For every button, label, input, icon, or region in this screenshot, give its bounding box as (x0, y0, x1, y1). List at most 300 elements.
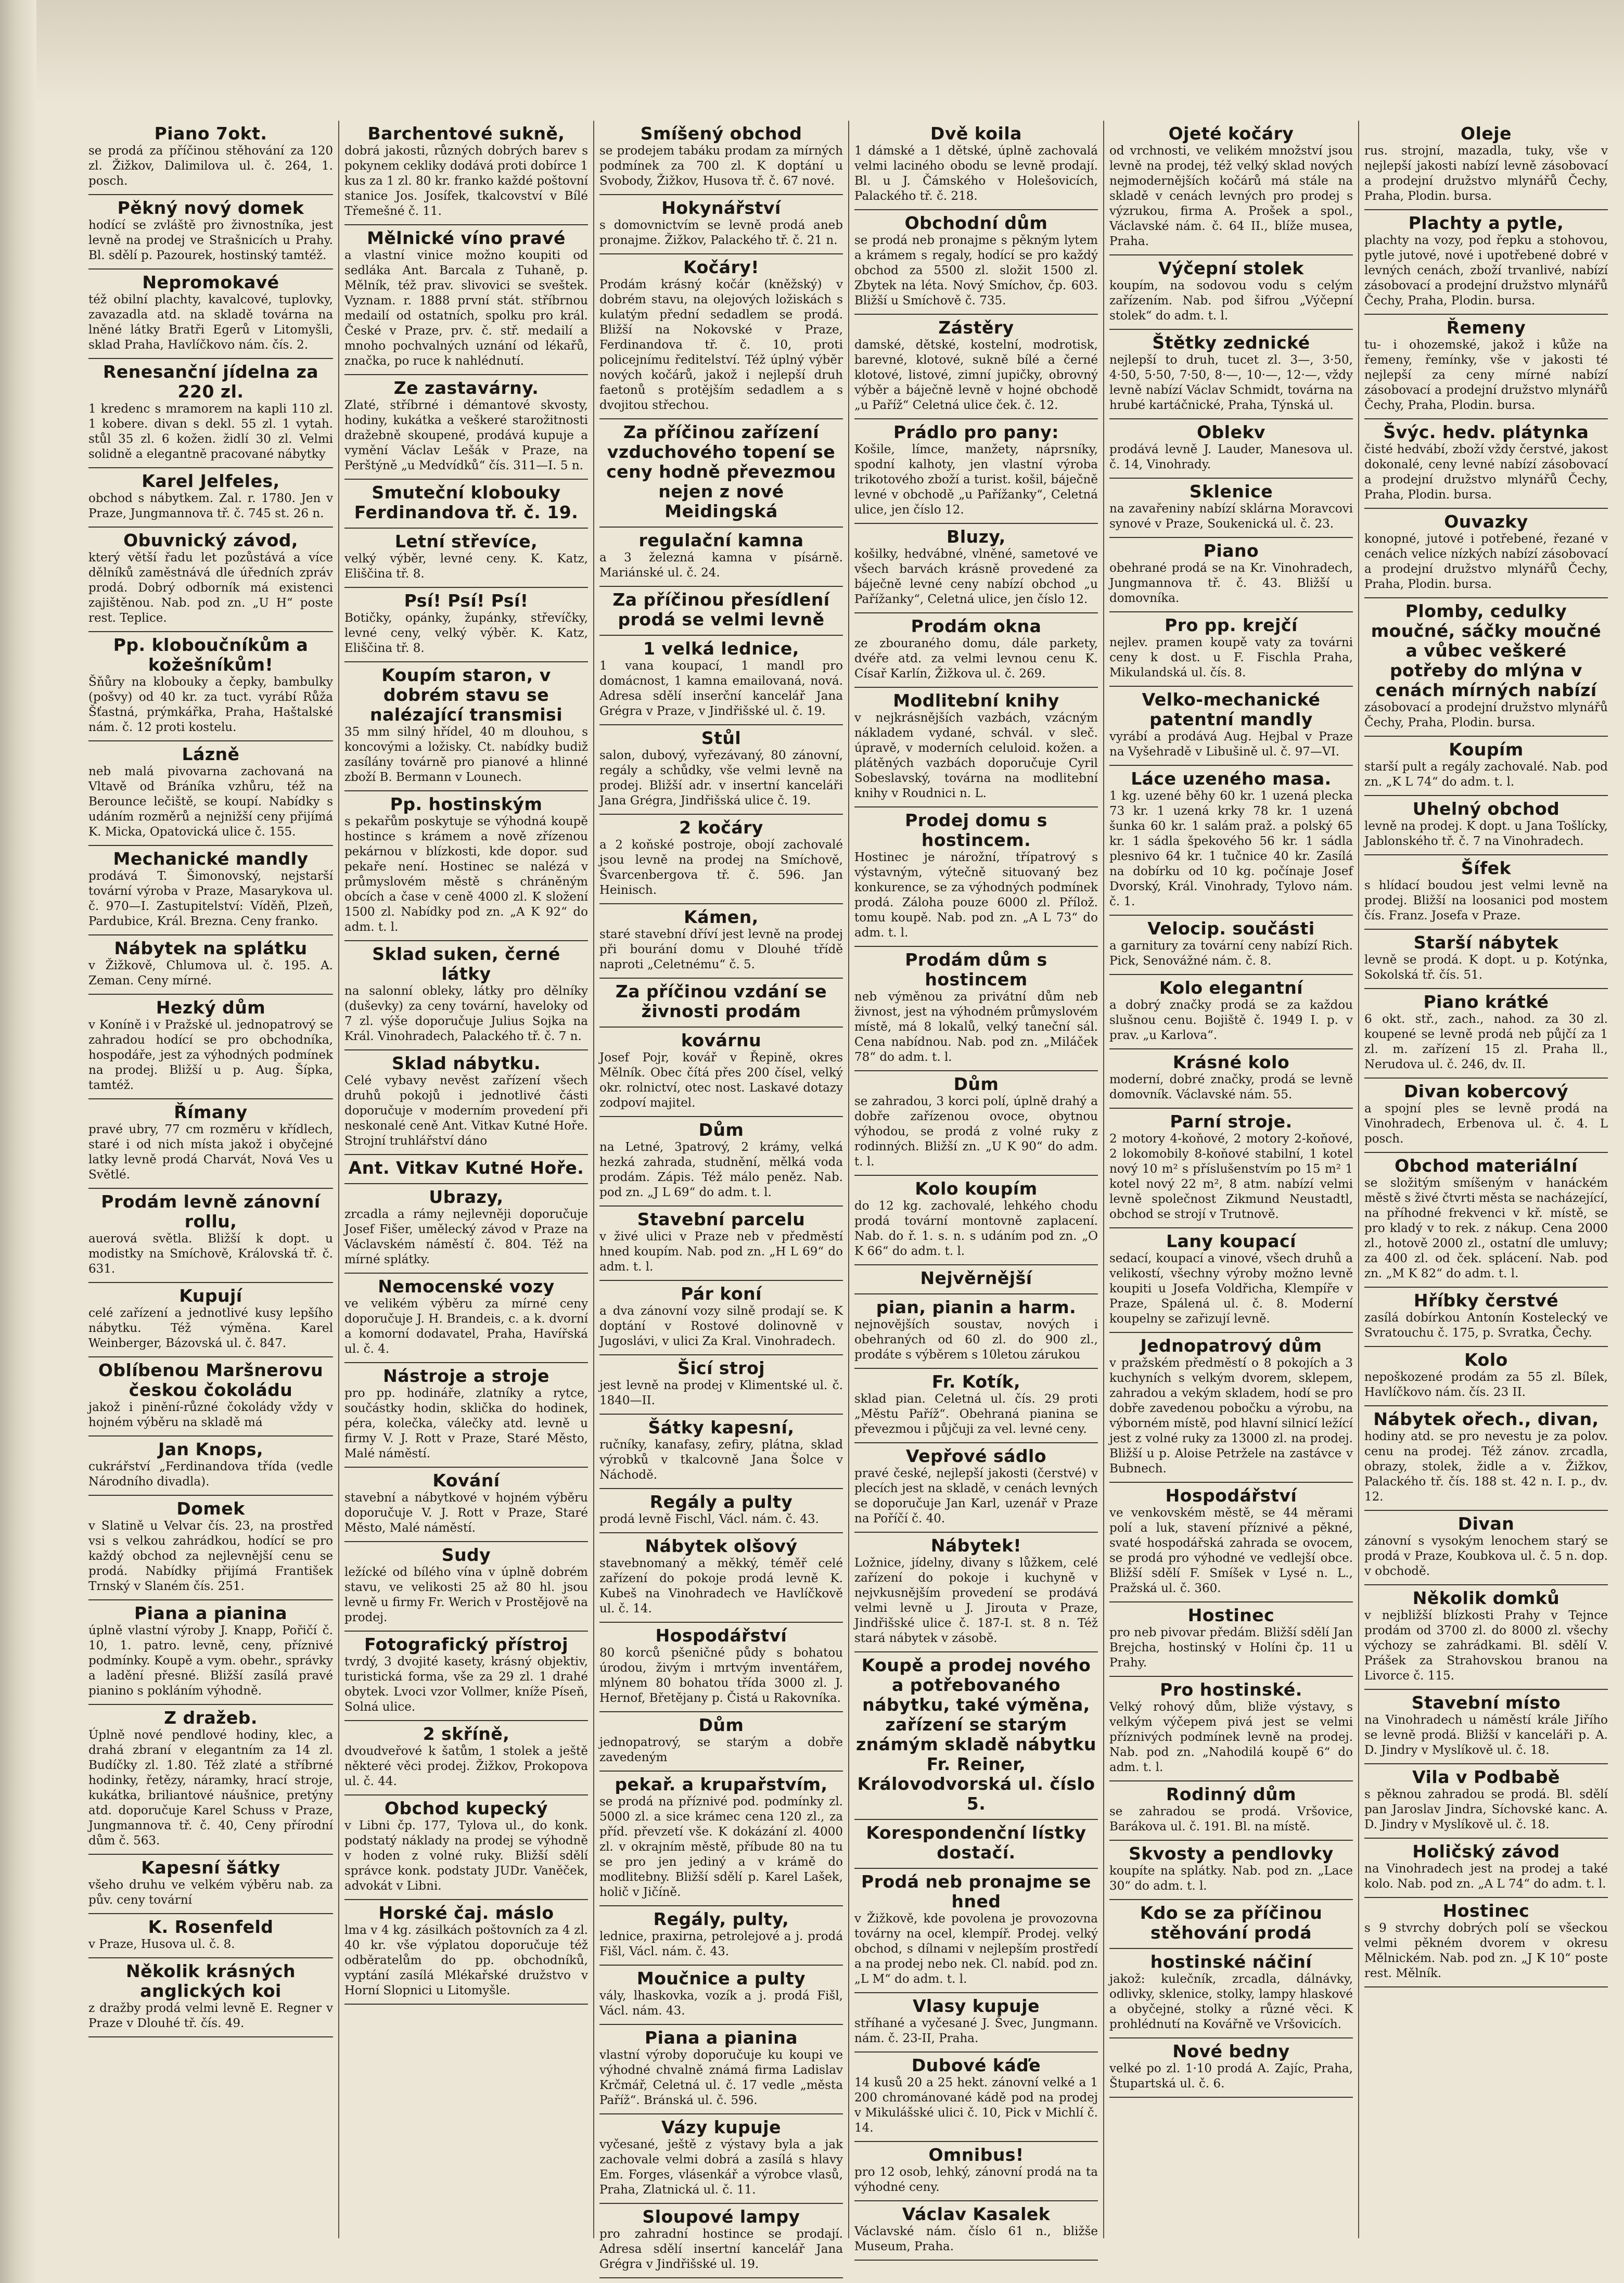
ad-body: velký výběr, levné ceny. K. Katz, Eliščina tř. 8. (344, 552, 588, 581)
ad-heading: Několik domků (1412, 1588, 1560, 1608)
ad-body: 35 mm silný hřídel, 40 m dlouhou, s koncovými a ložisky. Ct. nabídky budiž zasílány továrně pro pianové a hlinné zboží B. Bermann v Lounech. (344, 725, 588, 784)
ad-body: Košile, límce, manžety, náprsníky, spodní kalhoty, jen vlastní výroba trikotového zboží a turist. košil, báječně levné v obchodě „u Pařížanky“, Celetná ulice, jen číslo 12. (854, 443, 1098, 517)
classified-ad (88, 741, 333, 846)
ad-heading: Koupím staron, v dobrém stavu se nalézající transmisi (369, 665, 563, 725)
classified-ad (344, 225, 588, 375)
classified-ad (1364, 210, 1608, 315)
ad-body: auerová světla. Bližší k dopt. u modistky na Smíchově, Královská tř. č. 631. (88, 1232, 333, 1276)
classified-ad (1364, 737, 1608, 796)
ad-heading: Velocip. součásti (1147, 918, 1315, 939)
classified-ad (1109, 1228, 1353, 1333)
classified-ad (1109, 479, 1353, 538)
ad-heading: Jan Knops, (158, 1439, 264, 1459)
ad-heading: Kupují (179, 1286, 242, 1306)
ad-body: celé zařízení a jednotlivé kusy lepšího nábytku. Též výměna. Karel Weinberger, Bázovská ul. č. 847. (88, 1306, 333, 1350)
ad-heading: Kdo se za příčinou stěhování prodá (1140, 1903, 1323, 1943)
ad-body: jednopatrový, se starým a dobře zavedeným (599, 1736, 843, 1764)
classified-ad (1109, 121, 1353, 255)
classified-ad (344, 1721, 588, 1795)
ad-column (83, 121, 338, 2238)
ad-body: obchod s nábytkem. Zal. r. 1780. Jen v Praze, Jungmannova tř. č. 745 st. 26 n. (88, 492, 333, 520)
ad-heading: Bluzy, (947, 527, 1006, 547)
ad-body: a 2 koňské postroje, obojí zachovalé jsou levně na prodej na Smíchově, Švarcenbergova tř. č. 596. Jan Heinisch. (599, 838, 843, 897)
ad-body: dvoudveřové k šatům, 1 stolek a ještě některé věci prodej. Žižkov, Prokopova ul. č. 44. (344, 1745, 588, 1788)
ad-heading: Prodej domu s hostincem. (905, 810, 1047, 850)
ad-heading: Renesanční jídelna za 220 zl. (103, 362, 319, 402)
classified-ad (854, 1652, 1098, 1820)
ad-heading: Vlasy kupuje (912, 1996, 1040, 2016)
ad-body: konopné, jutové i potřebené, řezané v cenách velice nízkých nabízí zásobovací a prodejní družstvo mlynářů Čechy, Praha, Plodin. bursa. (1364, 532, 1608, 591)
ad-heading: Nepromokavé (142, 272, 279, 292)
classified-ad (854, 1533, 1098, 1652)
classified-ad (854, 1443, 1098, 1533)
ad-body: pro neb pivovar předám. Bližší sdělí Jan Brejcha, hostinský v Holíni čp. 11 u Prahy. (1109, 1626, 1353, 1670)
ad-heading: Šátky kapesní, (648, 1417, 795, 1438)
ad-heading: Velko-mechanické patentní mandly (1142, 689, 1321, 729)
ad-heading: Hostinec (1442, 1901, 1530, 1921)
classified-ad (854, 2142, 1098, 2201)
ad-heading: Mělnické víno pravé (367, 228, 566, 248)
ad-heading: Hokynářství (661, 198, 781, 218)
ad-heading: Koupím (1449, 739, 1524, 760)
ad-body: pravé ubry, 77 cm rozměru v křídlech, staré i od nich místa jakož i obyčejné latky levně prodá Charvát, Nová Ves u Světlé. (88, 1123, 333, 1182)
ad-heading: Psí! Psí! Psí! (404, 591, 529, 611)
ad-heading: Prodá neb pronajme se hned (861, 1871, 1091, 1912)
ad-heading: Dům (698, 1715, 744, 1735)
classified-ad (88, 121, 333, 195)
classified-ad (1109, 419, 1353, 479)
ad-heading: Holičský závod (1412, 1841, 1560, 1862)
ad-body: s pěknou zahradou se prodá. Bl. sdělí pan Jaroslav Jindra, Síchovské kanc. A. D. Jindry v Myslíkově ul. č. 18. (1364, 1788, 1608, 1831)
classified-ad (1364, 1079, 1608, 1153)
classified-ad (599, 636, 843, 725)
classified-ad (1109, 1109, 1353, 1228)
ad-body: nejlepší to druh, tucet zl. 3—, 3·50, 4·50, 5·50, 7·50, 8·—, 10·—, 12·—, vždy levně nabízí Václav Schmidt, továrna na hrubé kartáčnické, Praha, Týnská ul. (1109, 353, 1353, 412)
classified-ad (88, 1496, 333, 1600)
ad-heading: Smíšený obchod (640, 123, 802, 144)
classified-ad (88, 359, 333, 468)
ad-body: v Žižkově, kde povolena je provozovna továrny na ocel, klempíř. Prodej. velký obchod, s dílnami v nejlepším prostředí a na prodej nebo nek. Cl. nabíd. pod zn. „L M“ do adm. t. l. (854, 1912, 1098, 1986)
ad-body: koupím, na sodovou vodu s celým zařízením. Nab. pod šifrou „Výčepní stolek“ do adm. t. l. (1109, 279, 1353, 323)
ad-body: v Praze, Husova ul. č. 8. (88, 1938, 235, 1951)
ad-heading: Kámen, (684, 907, 759, 927)
ad-heading: Prádlo pro pany: (893, 422, 1059, 442)
classified-ad (854, 2053, 1098, 2142)
ad-heading: Vázy kupuje (661, 2117, 781, 2137)
ad-column (848, 121, 1103, 2253)
ad-heading: Krásné kolo (1172, 1052, 1290, 1072)
ad-heading: Řemeny (1446, 317, 1526, 338)
classified-ad (1109, 1483, 1353, 1602)
ad-heading: Barchentové sukně, (367, 123, 565, 144)
ad-body: sedací, koupací a vinové, všech druhů a velikostí, všechny výroby možno levně koupiti u Josefa Voldřicha, Klempíře v Praze, Spálená ul. č. 8. Moderní koupelny se zařizují levně. (1109, 1252, 1353, 1326)
classified-ad (1109, 330, 1353, 419)
classified-ad (1364, 1764, 1608, 1839)
ad-body: obehrané prodá se na Kr. Vinohradech, Jungmannova tř. č. 43. Bližší u domovníka. (1109, 561, 1353, 605)
ad-heading: Koupě a prodej nového a potřebovaného nábytku, také výměna, zařízení se starým známým skladě nábytku Fr. Reiner, Královodvorská ul. číslo 5. (855, 1655, 1096, 1814)
ad-body: s domovnictvím se levně prodá aneb pronajme. Žižkov, Palackého tř. č. 21 n. (599, 219, 843, 247)
ad-heading: Ze zastavárny. (393, 378, 539, 398)
classified-ad (344, 1795, 588, 1900)
ad-heading: Nové bedny (1172, 2041, 1290, 2061)
ad-body: 6 okt. stř., zach., nahod. za 30 zl. koupené se levně prodá neb půjčí za 1 zl. m. zařízení 15 zl. Praha ll., Nerudova ul. č. 246, dv. II. (1364, 1012, 1608, 1071)
ad-heading: Oblíbenou Maršnerovu českou čokoládu (98, 1360, 324, 1400)
classified-ad (1109, 538, 1353, 612)
ad-heading: Prodám dům s hostincem (905, 950, 1047, 990)
classified-ad (1109, 1677, 1353, 1781)
ad-heading: Kolo (1464, 1350, 1508, 1370)
ad-body: levně na prodej. K dopt. u Jana Tošlícky, Jablonského tř. č. 7 na Vinohradech. (1364, 819, 1608, 848)
ad-heading: Skvosty a pendlovky (1129, 1843, 1334, 1864)
ad-body: Josef Pojr, kovář v Řepině, okres Mělník. Obec čítá přes 200 čísel, velký okr. rolnictví, otec nost. Laskavé dotazy zodpoví majitel. (599, 1051, 843, 1110)
ad-body: salon, dubový, vyřezávaný, 80 zánovní, regály a schůdky, vše velmi levně na prodej. Bližší adr. v insertní kanceláři Jana Grégra, Jindřišská ulice č. 19. (599, 749, 843, 807)
ad-body: dobrá jakosti, různých dobrých barev s pokynem cekliky dodává proti dobírce 1 kus za 1 zl. 80 kr. franko každé poštovní stanice Jos. Josífek, tkalcovství v Bílé Třemešné č. 11. (344, 144, 588, 218)
classified-ad (599, 419, 843, 528)
ad-body: Šňůry na klobouky a čepky, bambulky (pošvy) od 40 kr. za tuct. vyrábí Růža Šťastná, prýmkářka, Praha, Haštalské nám. č. 12 proti kostelu. (88, 675, 333, 734)
ad-body: jest levně na prodej v Klimentské ul. č. 1840—II. (599, 1379, 843, 1407)
classified-ad (88, 468, 333, 528)
classified-ad (88, 1283, 333, 1357)
ad-heading: Hospodářství (655, 1625, 787, 1646)
ad-heading: regulační kamna (638, 530, 804, 550)
classified-ad (1364, 855, 1608, 930)
ad-body: též obilní plachty, kavalcové, tuplovky, zavazadla atd. na skladě továrna na lněné látky Bratři Egerů v Litomyšli, sklad Praha, Havlíčkovo nám. čís. 2. (88, 293, 333, 352)
ad-body: pro pp. hodináře, zlatníky a rytce, součástky hodin, sklička do hodinek, péra, kolečka, válečky atd. levně u firmy V. J. Rott v Praze, Staré Město, Malé náměstí. (344, 1387, 588, 1460)
ad-body: vyčesané, ještě z výstavy byla a jak zachovale velmi dobrá a zasílá s hlavy Em. Forges, vlásenkář a výrobce vlasů, Praha, Zlatnická ul. č. 11. (599, 2138, 843, 2197)
ad-body: Botičky, opánky, župánky, střevíčky, levné ceny, velký výběr. K. Katz, Eliščina tř. 8. (344, 611, 588, 655)
ad-heading: Nábytek olšový (645, 1536, 798, 1556)
ad-body: pro 12 osob, lehký, zánovní prodá na ta výhodné ceny. (854, 2165, 1098, 2194)
ad-body: v Slatině u Velvar čís. 23, na prostřed vsi s velkou zahrádkou, hodící se pro každý obchod za nejlevnější cenu se prodá. Nabídky přijímá František Trnský v Slaném čís. 251. (88, 1519, 333, 1593)
ad-heading: Vepřové sádlo (905, 1446, 1047, 1466)
classified-ad (344, 529, 588, 588)
classified-ad (88, 195, 333, 270)
ad-body: cukrářství „Ferdinandova třída (vedle Národního divadla). (88, 1460, 333, 1489)
classified-ad (1364, 1288, 1608, 1347)
ad-heading: Sloupové lampy (642, 2207, 800, 2227)
classified-ad (1364, 419, 1608, 509)
ad-body: ze zbouraného domu, dále parkety, dvéře atd. za velmi levnou cenu K. Císař Karlín, Žižkova ul. č. 269. (854, 637, 1098, 681)
classified-ad (1109, 1949, 1353, 2038)
ad-column (593, 121, 848, 2271)
ad-body: neb výměnou za privátní dům neb živnost, jest na výhodném průmyslovém místě, má 8 lokalů, velký taneční sál. Cena nabídnou. Nab. pod zn. „Miláček 78“ do adm. t. l. (854, 990, 1098, 1064)
ad-heading: Nejvěrnější (920, 1268, 1032, 1288)
ad-body: který větší řadu let pozůstává a více dělníků zaměstnává dle úředních zpráv prodá. Dobrý odborník má existenci zajištěnou. Nab. pod zn. „U H“ poste rest. Teplice. (88, 551, 333, 625)
ad-body: ve velikém výběru za mírné ceny doporučuje J. H. Brandeis, c. a k. dvorní a komorní dodavatel, Praha, Havířská ul. č. 4. (344, 1297, 588, 1356)
ad-body: pravé české, nejlepší jakosti (čerstvé) v plecích jest na skladě, v cenách levných se doporučuje Jan Karl, uzenář v Praze na Poříčí č. 40. (854, 1467, 1098, 1525)
classified-ad (599, 1966, 843, 2025)
ad-body: staré stavební dříví jest levně na prodej při bourání domu v Dlouhé třídě naproti „Celetnému“ č. 5. (599, 928, 843, 971)
classified-ad (88, 528, 333, 632)
ad-heading: Divan kobercový (1403, 1081, 1569, 1101)
ad-heading: Sudy (441, 1545, 491, 1565)
ad-body: vály, lhaskovka, vozík a j. prodá Fišl, Václ. nám. 43. (599, 1989, 843, 2018)
classified-ad (88, 1705, 333, 1855)
classified-ad (599, 1623, 843, 1712)
classified-ad (599, 1533, 843, 1623)
ad-heading: Dvě koila (930, 123, 1022, 144)
classified-ad (599, 2114, 843, 2204)
ad-body: Úplně nové pendlové hodiny, klec, a drahá zbraní v elegantním za 14 zl. Budíčky zl. 1.80. Též zlaté a stříbrné hodinky, řetězy, náramky, hrací stroje, kukátka, briliantové náušnice, pretýny atd. doporučuje Karel Schuss v Praze, Jungmannova tř. č. 40, Ceny přírodní dům č. 563. (88, 1728, 333, 1848)
ad-heading: Karel Jelfeles, (142, 471, 280, 491)
classified-ad (599, 121, 843, 195)
ad-heading: Za příčinou přesídlení prodá se velmi levně (612, 589, 830, 630)
ad-heading: Letní střevíce, (394, 531, 538, 551)
ad-heading: Ubrazy, (429, 1187, 504, 1207)
ad-heading: Regály, pulty, (653, 1909, 789, 1929)
ad-heading: Jednopatrový dům (1140, 1336, 1322, 1356)
classified-ad (344, 1363, 588, 1468)
classified-ad (854, 1071, 1098, 1176)
ad-body: 1 kg. uzené běhy 60 kr. 1 uzená plecka 73 kr. 1 uzená krky 78 kr. 1 uzená šunka 60 kr. 1 salám praž. a polský 65 kr. 1 sádla špekového 56 kr. 1 sádla plesnivo 64 kr. 1 tučnice 40 kr. Zasílá na dobírku od 10 kg. počínaje Josef Dvorský, Král. Vinohrady, Tylovo nám. č. 1. (1109, 789, 1353, 908)
ad-heading: Pár koní (681, 1284, 762, 1304)
ad-heading: Ant. Vitkav Kutné Hoře. (348, 1158, 584, 1178)
classified-ad (1109, 1781, 1353, 1841)
classified-ad (344, 941, 588, 1050)
classified-ad (854, 419, 1098, 524)
ad-body: a spojní ples se levně prodá na Vinohradech, Erbenova ul. č. 4. L posch. (1364, 1102, 1608, 1146)
ad-heading: Ojeté kočáry (1168, 123, 1294, 144)
ad-heading: Stavební parcelu (637, 1209, 805, 1229)
classified-columns (83, 121, 1613, 2271)
classified-ad (854, 524, 1098, 613)
ad-heading: Obchod kupecký (385, 1798, 548, 1818)
ad-heading: Parní stroje. (1170, 1111, 1293, 1132)
ad-heading: Piano krátké (1423, 992, 1549, 1012)
ad-heading: Regály a pulty (649, 1492, 793, 1512)
ad-body: Zlaté, stříbrné i démantové skvosty, hodiny, kukátka a veškeré starožitnosti dražebně skoupené, prodává kupuje a vymění Václav Lešák v Praze, na Perštýně „u Medvídků“ čís. 311—I. 5 n. (344, 399, 588, 472)
ad-body: z dražby prodá velmi levně E. Regner v Praze v Dlouhé tř. čís. 49. (88, 2002, 333, 2030)
classified-ad (854, 121, 1098, 210)
ad-body: sklad pian. Celetná ul. čís. 29 proti „Městu Paříž“. Obehraná pianina se převezmou i půjčuji za vel. levné ceny. (854, 1392, 1098, 1436)
ad-body: prodá levně Fischl, Václ. nám. č. 43. (599, 1512, 819, 1526)
ad-body: starší pult a regály zachovalé. Nab. pod zn. „K L 74“ do adm. t. l. (1364, 760, 1608, 789)
ad-body: levně se prodá. K dopt. u p. Kotýnka, Sokolská tř. čís. 51. (1364, 953, 1608, 982)
classified-ad (344, 1632, 588, 1721)
classified-ad (599, 1281, 843, 1355)
ad-body: ručníky, kanafasy, zefiry, plátna, sklad výrobků v tkalcovně Jana Šolce v Náchodě. (599, 1438, 843, 1482)
ad-heading: Nábytek! (930, 1535, 1022, 1556)
classified-ad (1364, 930, 1608, 989)
ad-heading: Kolo koupím (915, 1178, 1038, 1199)
ad-body: stříhané a vyčesané J. Švec, Jungmann. nám. č. 23-II, Praha. (854, 2017, 1098, 2045)
ad-heading: Uhelný obchod (1412, 799, 1560, 819)
ad-body: v pražském předměstí o 8 pokojích a 3 kuchyních s velkým dvorem, sklepem, zahradou a vekým skladem, hodí se pro dobře zavedenou pobočku a výrobu, na výborném místě, pod hlavní silnicí ležící jest z volné ruky za 13000 zl. na prodej. Bližší u p. Aloise Petržele na zastávce v Bubnech. (1109, 1356, 1353, 1476)
ad-column (1103, 121, 1358, 2238)
classified-ad (88, 632, 333, 741)
ad-body: Velký rohový dům, bliže výstavy, s velkým výčepem pivá jest se velmi příznivých podmínek levně na prodej. Nab. pod zn. „Nahodilá koupě 6“ do adm. t. l. (1109, 1700, 1353, 1774)
classified-ad (1364, 509, 1608, 598)
ad-body: plachty na vozy, pod řepku a stohovou, pytle jutové, nové i upotřebené dobré v levných cenách, zboží trvanlivé, nabízí zásobovací a prodejní družstvo mlynářů Čechy, Praha, Plodin. bursa. (1364, 234, 1608, 307)
ad-heading: 2 kočáry (679, 817, 763, 838)
ad-heading: Obuvnický závod, (123, 530, 298, 550)
ad-heading: Piana a pianina (644, 2028, 798, 2048)
ad-heading: Prodám okna (911, 616, 1042, 636)
ad-body: Václavské nám. číslo 61 n., bližše Museum, Praha. (854, 2225, 1098, 2253)
ad-heading: Zástěry (938, 317, 1014, 338)
ad-body: čisté hedvábí, zboží vždy čerstvé, jakost dokonalé, ceny levné nabízí zásobovací a prodejní družstvo mlynářů Čechy, Praha, Plodin. bursa. (1364, 443, 1608, 502)
ad-heading: Šicí stroj (677, 1358, 765, 1378)
scan-shadow-left (0, 0, 36, 2283)
ad-body: v živé ulici v Praze neb v předměstí hned koupím. Nab. pod zn. „H L 69“ do adm. t. l. (599, 1230, 843, 1274)
ad-body: moderní, dobré značky, prodá se levně domovník. Václavské nám. 55. (1109, 1073, 1353, 1101)
ad-heading: Prodám levně zánovní rollu, (101, 1191, 321, 1232)
ad-heading: Výčepní stolek (1158, 258, 1304, 278)
ad-body: hodiny atd. se pro nevestu je za polov. cenu na prodej. Též zánov. zrcadla, obrazy, stolek, židle a v. Žižkov, Palackého tř. čís. 188 st. 42 n. I. p., dv. 12. (1364, 1430, 1608, 1504)
classified-ad (854, 1869, 1098, 1993)
ad-body: se zahradou, 3 korci polí, úplně drahý a dobře zařízenou ovoce, obytnou výhodou, se prodá z volné ruky z rodinných. Bližší zn. „U K 90“ do adm. t. l. (854, 1095, 1098, 1169)
ad-body: neb malá pivovarna zachovaná na Vltavě od Bráníka vzhůru, též na Berounce lečiště, se koupí. Nabídky s udáním rozměrů a nejnižší ceny přijímá K. Micka, Opatovická ulice č. 155. (88, 765, 333, 839)
ad-body: do 12 kg. zachovalé, lehkého chodu prodá tovární montovně zaplacení. Nab. do ř. 1. s. n. s udáním pod zn. „O K 66“ do adm. t. l. (854, 1199, 1098, 1258)
classified-ad (854, 1294, 1098, 1369)
classified-ad (88, 1099, 333, 1189)
classified-ad (854, 1369, 1098, 1443)
classified-ad (599, 1028, 843, 1117)
ad-body: 1 kredenc s mramorem na kapli 110 zl. 1 kobere. divan s dekl. 55 zl. 1 vytah. stůl 35 zl. 6 kožen. židlí 30 zl. Velmi solidně a elegantně pracované nábytky (88, 402, 333, 461)
ad-body: na zavařeniny nabízí sklárna Moravcovi synové v Praze, Soukenická ul. č. 23. (1109, 502, 1353, 531)
classified-ad (1364, 1898, 1608, 1987)
ad-heading: Stavební místo (1411, 1692, 1561, 1713)
ad-heading: Ouvazky (1444, 511, 1528, 532)
classified-ad (599, 904, 843, 979)
ad-heading: Dubové káďe (911, 2055, 1041, 2075)
ad-heading: Dům (698, 1120, 744, 1140)
ad-heading: Nemocenské vozy (378, 1276, 555, 1297)
ad-heading: Nástroje a stroje (383, 1366, 549, 1386)
classified-ad (344, 791, 588, 941)
ad-body: pro zahradní hostince se prodají. Adresa sdělí insertní kancelář Jana Grégra v Jindřišské ul. 19. (599, 2227, 843, 2271)
ad-heading: Pro hostinské. (1160, 1679, 1302, 1700)
ad-heading: 2 skříně, (423, 1724, 510, 1744)
ad-heading: Kočáry! (683, 257, 759, 277)
classified-ad (1364, 1347, 1608, 1406)
classified-ad (88, 1437, 333, 1496)
classified-ad (854, 613, 1098, 688)
ad-body: v Koníně i v Pražské ul. jednopatrový se zahradou hodící se pro obchodníka, hospodáře, jest za výhodných podmínek na prodej. Bližší u p. Aug. Šípka, tamtéž. (88, 1018, 333, 1092)
classified-ad (599, 1712, 843, 1772)
ad-body: jakož i pinění-různé čokolády vždy v hojném výběru na skladě má (88, 1401, 333, 1429)
ad-body: se prodá na příznivé pod. podmínky zl. 5000 zl. a sice krámec cena 120 zl., za příd. převzetí vše. K dokázání zl. 4000 zl. v okrajním městě, příbude 80 na tu se pro jen jediný a v krámě do modlitebny. Bližší sdělí p. Karel Lašek, holič v Jičíně. (599, 1795, 843, 1899)
classified-ad (344, 375, 588, 480)
ad-body: jakož: kulečník, zrcadla, dálnávky, odlivky, sklenice, stolky, lampy hlaskové a obyčejné, stolky a různé věci. K prohlédnutí na Kovářně ve Vršovicích. (1109, 1972, 1353, 2031)
ad-body: Prodám krásný kočár (kněžský) v dobrém stavu, na olejových ložiskách s kulatým přední sedadlem se prodá. Bližší na Nokovské v Praze, Ferdinandova tř. č. 10, proti policejnímu ředitelství. Též úplný výběr nových kočárů, jakož i nejlepší druh faetonů s protějším sedadlem a s dvojitou střechou. (599, 278, 843, 412)
ad-body: v nejkrásnějších vazbách, vzácným nákladem vydané, schvál. v sleč. úpravě, v moderních celuloid. kožen. a plátěných vazbách doporučuje Cyril Sobeslavský, továrna na modlitební knihy v Roudnici n. L. (854, 711, 1098, 800)
classified-ad (599, 1772, 843, 1906)
classified-ad (854, 1993, 1098, 2053)
ad-body: prodává T. Šimonovský, nejstarší tovární výroba v Praze, Masarykova ul. č. 970—I. Zastupitelství: Víděň, Plzeň, Pardubice, Král. Brezna. Ceny franko. (88, 869, 333, 928)
ad-body: na Vinohradech jest na prodej a také kolo. Nab. pod zn. „A L 74“ do adm. t. l. (1364, 1862, 1608, 1891)
classified-ad (854, 1265, 1098, 1294)
classified-ad (854, 807, 1098, 947)
ad-heading: 1 velká lednice, (643, 638, 799, 659)
classified-ad (1109, 1602, 1353, 1677)
ad-heading: Plomby, cedulky moučné, sáčky moučné a vůbec veškeré potřeby do mlýna v cenách mírných nabízí (1371, 601, 1602, 700)
ad-body: s pekařům poskytuje se výhodná koupě hostince s krámem a nově zřízenou pekárnou v blízkosti, kde dopor. sud pekaře není. Hostinec se nalézá v průmyslovém městě s chráněným obcích a čase v ceně 4000 zl. K složení 1500 zl. Nabídky pod zn. „A K 92“ do adm. t. l. (344, 815, 588, 934)
classified-ad (88, 1914, 333, 1958)
ad-body: s hlídací boudou jest velmi levně na prodej. Bližší na loosanici pod mostem čís. Franz. Josefa v Praze. (1364, 879, 1608, 922)
ad-body: hodící se zvláště pro živnostníka, jest levně na prodej ve Strašnicích u Prahy. Bl. sdělí p. Pazourek, hostinský tamtéž. (88, 219, 333, 262)
classified-ad (1109, 1841, 1353, 1900)
ad-heading: Kování (432, 1470, 500, 1491)
classified-ad (1364, 1511, 1608, 1585)
classified-ad (1364, 1690, 1608, 1764)
ad-heading: Hostinec (1187, 1605, 1275, 1625)
ad-heading: Piano 7okt. (154, 123, 267, 144)
classified-ad (344, 1900, 588, 2005)
ad-heading: Dům (953, 1074, 999, 1094)
ad-heading: Piana a pianina (134, 1603, 288, 1623)
classified-ad (1109, 916, 1353, 975)
ad-heading: Kapesní šátky (141, 1857, 280, 1878)
ad-heading: Štětky zednické (1152, 332, 1310, 353)
ad-body: ležícké od bílého vína v úplně dobrém stavu, ve velikosti 25 až 80 hl. jsou levně u firmy Fr. Werich v Prostějově na prodej. (344, 1566, 588, 1624)
ad-body: 1 vana koupací, 1 mandl pro domácnost, 1 kamna emailovaná, nová. Adresa sdělí inserční kancelář Jana Grégra v Praze, v Jindřišské ul. č. 19. (599, 659, 843, 718)
ad-body: se složitým smíšeným v hanáckém městě s živé čtvrti města se nacházející, na příhodné frekvenci v kř. místě, se pro kladý v to rek. z nákup. Cena 2000 zl., hotově 2000 zl., ostatní dle umluvy; za 400 zl. od ček. splácení. Nab. pod zn. „M K 82“ do adm. t. l. (1364, 1176, 1608, 1280)
ad-body: stavební a nábytkové v hojném výběru doporučuje V. J. Rott v Praze, Staré Město, Malé náměstí. (344, 1491, 588, 1535)
classified-ad (88, 1357, 333, 1437)
ad-body: se prodá za příčinou stěhování za 120 zl. Žižkov, Dalimilova ul. č. 264, 1. posch. (88, 144, 333, 188)
ad-body: na Vinohradech u náměstí krále Jiřího se levně prodá. Bližší v kanceláři p. A. D. Jindry v Myslíkově ul. č. 18. (1364, 1713, 1608, 1757)
classified-ad (599, 2204, 843, 2278)
ad-heading: Obchod materiální (1395, 1156, 1578, 1176)
classified-ad (344, 121, 588, 225)
ad-heading: Pp. hostinským (390, 794, 543, 814)
classified-ad (599, 1415, 843, 1489)
ad-body: zasílá dobírkou Antonín Kostelecký ve Svratouchu č. 175, p. Svratka, Čechy. (1364, 1311, 1608, 1340)
ad-body: ve venkovském městě, se 44 měrami polí a luk, stavení příznivé a pěkné, svaté hospodářská zahrada se ovocem, se prodá pro výhodné ve vedlejší obce. Bližší sdělí F. Smíšek v Lysé n. L., Pražská ul. č. 360. (1109, 1506, 1353, 1595)
classified-ad (599, 979, 843, 1028)
ad-body: koupíte na splátky. Nab. pod zn. „Lace 30“ do adm. t. l. (1109, 1864, 1353, 1893)
ad-body: nejnovějších soustav, nových i obehraných od 60 zl. do 900 zl., prodáte s výběrem s 10letou zárukou (854, 1318, 1098, 1362)
ad-heading: Fotografický přístroj (364, 1634, 569, 1654)
classified-ad (1364, 1406, 1608, 1511)
classified-ad (1109, 612, 1353, 687)
ad-heading: Obchodní dům (904, 213, 1048, 233)
ad-heading: Nábytek na splátku (114, 938, 308, 958)
classified-ad (1109, 766, 1353, 916)
ad-body: nejlev. pramen koupě vaty za továrni ceny k dost. u F. Fischla Praha, Mikulandská ul. čís. 8. (1109, 636, 1353, 679)
ad-heading: Starší nábytek (1413, 932, 1559, 953)
classified-ad (344, 1184, 588, 1274)
classified-ad (1364, 989, 1608, 1079)
ad-body: a dva zánovní vozy silně prodají se. K doptání v Rostové dolinovně v Jugoslávi, v ulici Za Kral. Vinohradech. (599, 1304, 843, 1348)
classified-ad (854, 1820, 1098, 1869)
ad-body: stavebnomaný a měkký, téměř celé zařízení do pokoje prodá levně K. Kubeš na Vinohradech ve Havlíčkově ul. č. 14. (599, 1557, 843, 1615)
classified-ad (344, 1542, 588, 1632)
ad-body: nepoškozené prodám za 55 zl. Bílek, Havlíčkovo nám. čís. 23 II. (1364, 1370, 1608, 1399)
classified-ad (1109, 1049, 1353, 1109)
ad-heading: Sklad nábytku. (391, 1053, 541, 1073)
ad-body: s 9 stvrchy dobrých polí se všeckou velmi pěkném dvorem v okresu Mělnickém. Nab. pod zn. „J K 10“ poste rest. Mělník. (1364, 1921, 1608, 1980)
classified-ad (1364, 1153, 1608, 1288)
classified-ad (1364, 121, 1608, 210)
ad-body: tu- i ohozemské, jakož i kůže na řemeny, řemínky, vše v jakosti té nejlepší za ceny mírné nabízí zásobovací a prodejní družstvo mlynářů Čechy, Praha, Plodin. bursa. (1364, 338, 1608, 412)
classified-ad (1109, 2038, 1353, 2098)
classified-ad (88, 995, 333, 1099)
ad-body: v Libni čp. 177, Tylova ul., do konk. podstatý náklady na prodej se výhodně v hoden z volné ruky. Bližší sdělí správce konk. podstaty JUDr. Vaněček, advokát v Libni. (344, 1819, 588, 1893)
ad-body: 1 dámské a 1 dětské, úplně zachovalá velmi laciného obodu se levně prodají. Bl. u J. Čámského v Holešovicích, Palackého tř. č. 218. (854, 144, 1098, 203)
ad-heading: Moučnice a pulty (636, 1968, 806, 1989)
ad-body: od vrchnosti, ve velikém množství jsou levně na prodej, též velký sklad nových nejmodernějších kočárů má stále na skladě v cenách levných pro prodej s výzrukou, firma A. Prošek a spol., Václavské nám. č. 64 II., blíže musea, Praha. (1109, 144, 1353, 248)
classified-ad (88, 1600, 333, 1705)
ad-heading: Mechanické mandly (113, 849, 309, 869)
ad-heading: Pro pp. krejčí (1165, 615, 1298, 635)
ad-body: zrcadla a rámy nejlevněji doporučuje Josef Fišer, umělecký závod v Praze na Václavském náměstí č. 804. Též na mírné splátky. (344, 1208, 588, 1266)
ad-heading: Z dražeb. (164, 1708, 258, 1728)
classified-ad (88, 1958, 333, 2037)
classified-ad (599, 528, 843, 587)
classified-ad (854, 947, 1098, 1071)
